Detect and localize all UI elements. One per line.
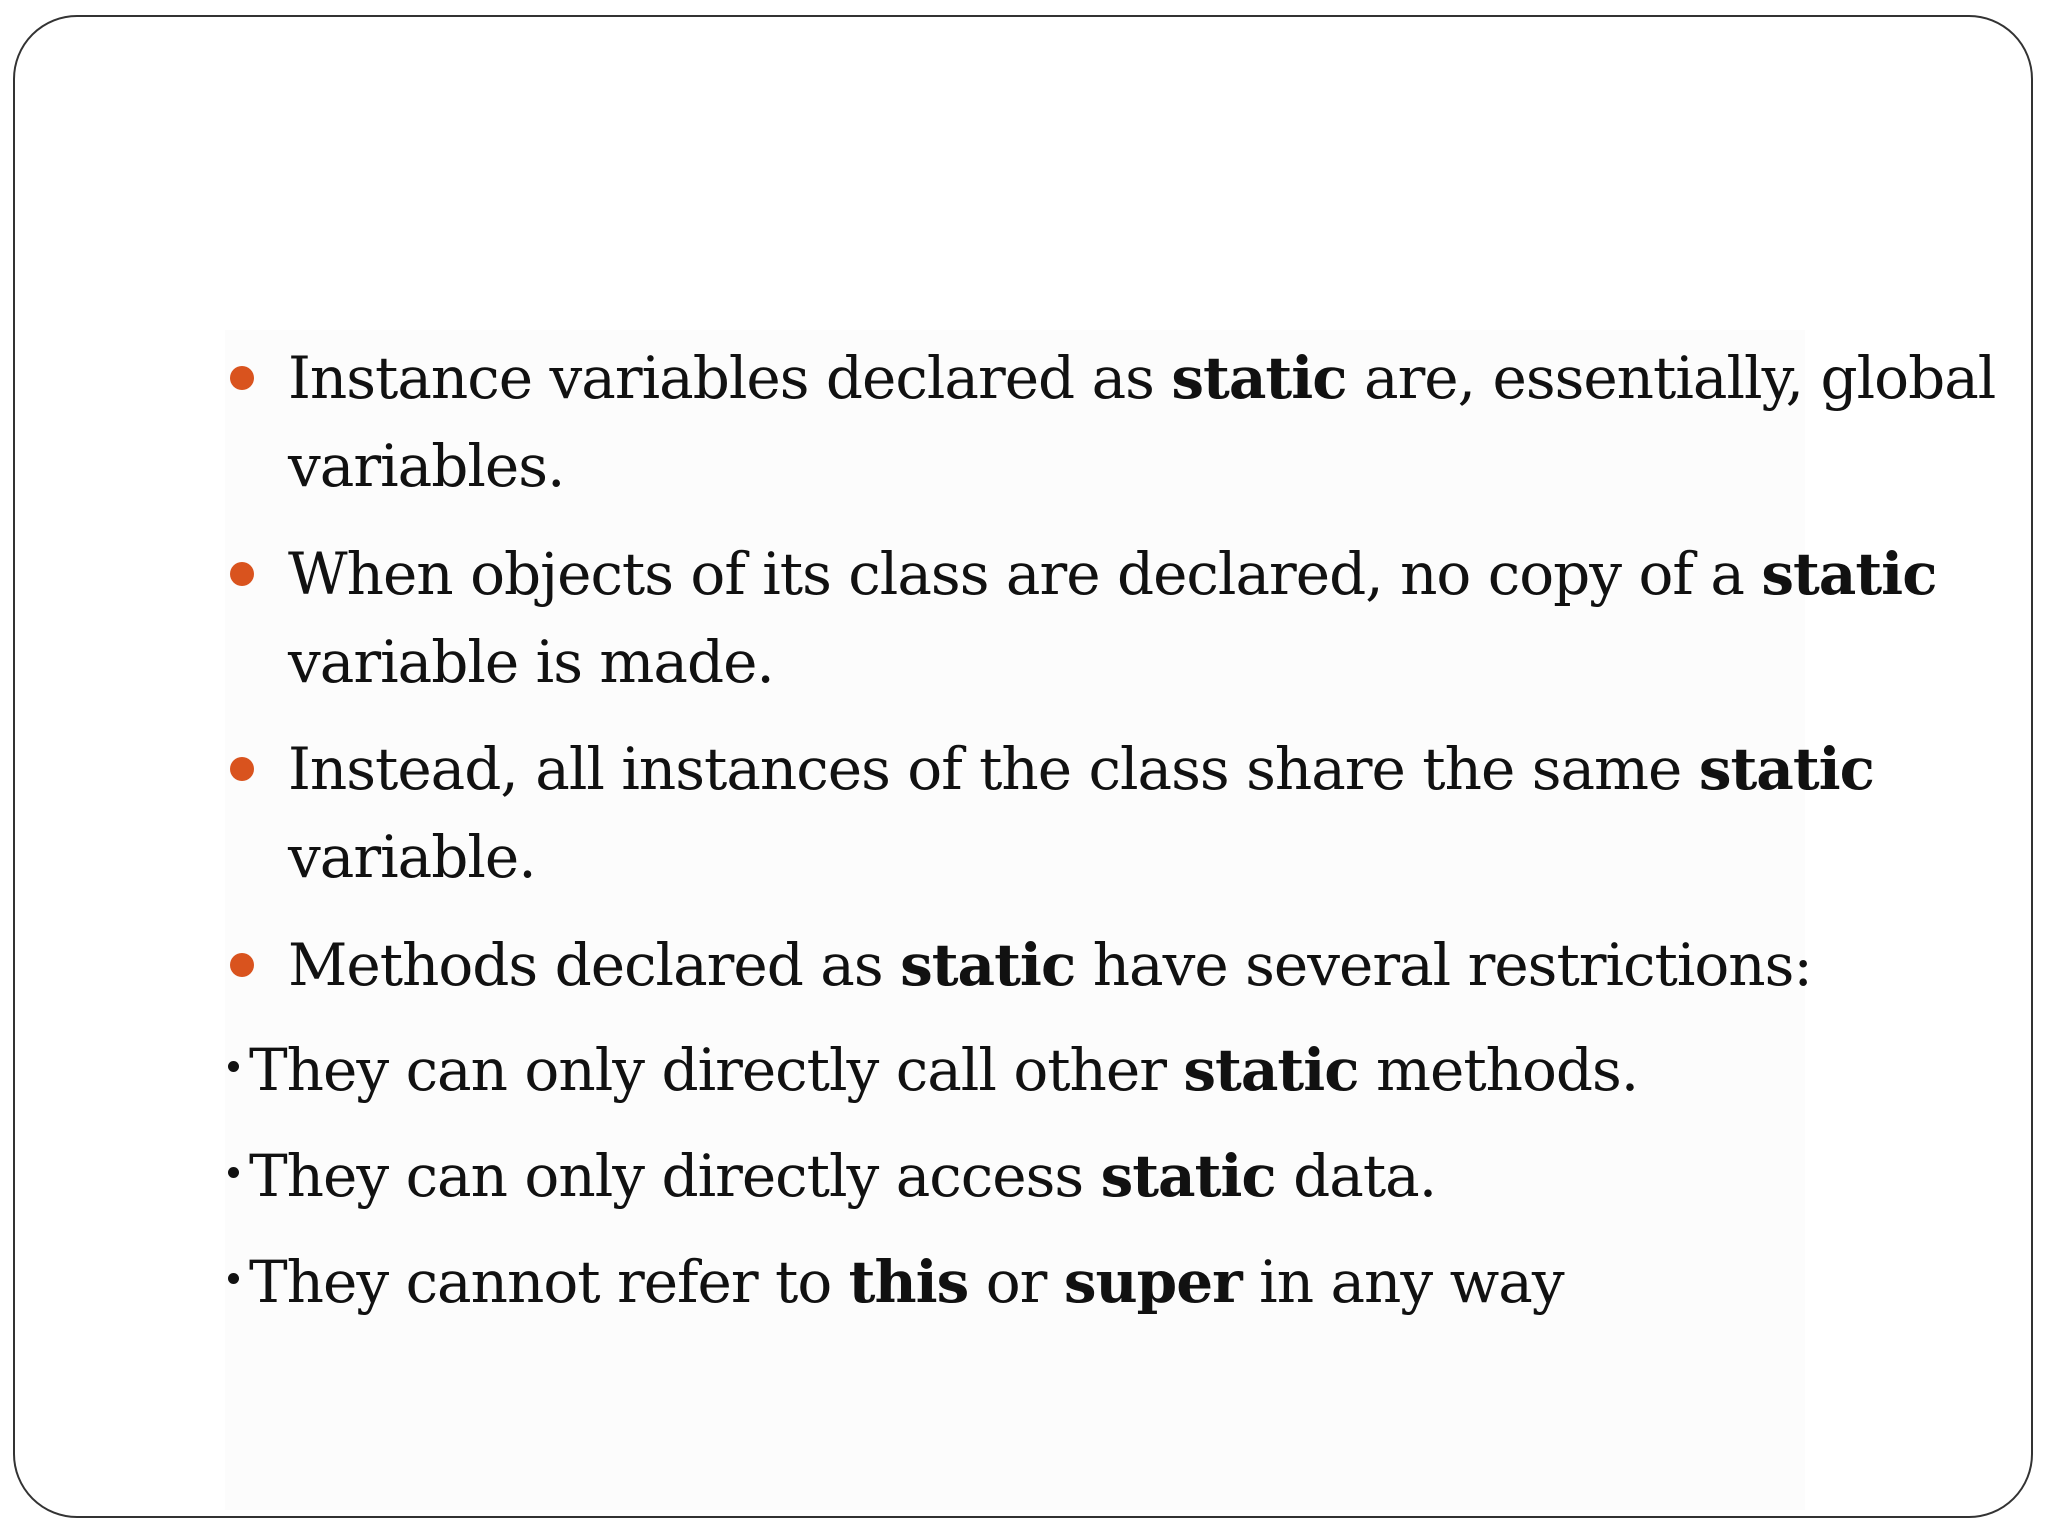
bullet-line: variable. <box>288 823 536 891</box>
bullet-text: When objects of its class are declared, no copy of a <box>288 540 1762 608</box>
small-bullet-icon <box>228 1061 239 1072</box>
bullet-item <box>288 725 1874 901</box>
keyword-static: static <box>1100 1142 1276 1210</box>
bullet-text: are, essentially, global <box>1346 344 1996 412</box>
bullet-text: Methods declared as <box>288 931 901 999</box>
keyword-static: static <box>1171 344 1347 412</box>
orange-bullet-icon <box>230 953 254 977</box>
orange-bullet-icon <box>230 757 254 781</box>
bullet-text: They can only directly access <box>249 1142 1101 1210</box>
bullet-line <box>288 921 1812 1009</box>
sub-bullet-item <box>228 1026 1638 1114</box>
bullet-line: variables. <box>288 432 565 500</box>
bullet-text: Instead, all instances of the class share the same <box>288 735 1699 803</box>
bullet-line <box>288 334 1995 422</box>
bullet-text: in any way <box>1241 1248 1564 1316</box>
bullet-item <box>288 921 1812 1009</box>
keyword-this: this <box>848 1248 969 1316</box>
orange-bullet-icon <box>230 366 254 390</box>
bullet-line <box>288 725 1874 813</box>
bullet-line <box>288 530 1937 618</box>
keyword-static: static <box>1183 1036 1359 1104</box>
bullet-item <box>288 334 1995 510</box>
bullet-text: Instance variables declared as <box>288 344 1172 412</box>
small-bullet-icon <box>228 1167 239 1178</box>
bullet-text: They can only directly call other <box>249 1036 1184 1104</box>
bullet-item <box>288 530 1937 706</box>
bullet-line: variable is made. <box>288 628 774 696</box>
keyword-static: static <box>900 931 1076 999</box>
keyword-static: static <box>1761 540 1937 608</box>
keyword-static: static <box>1698 735 1874 803</box>
bullet-text: data. <box>1275 1142 1437 1210</box>
small-bullet-icon <box>228 1273 239 1284</box>
bullet-text: or <box>968 1248 1064 1316</box>
bullet-text: have several restrictions: <box>1075 931 1812 999</box>
sub-bullet-item <box>228 1132 1436 1220</box>
orange-bullet-icon <box>230 562 254 586</box>
bullet-text: methods. <box>1358 1036 1639 1104</box>
sub-bullet-item <box>228 1238 1564 1326</box>
keyword-super: super <box>1063 1248 1242 1316</box>
bullet-text: They cannot refer to <box>249 1248 849 1316</box>
